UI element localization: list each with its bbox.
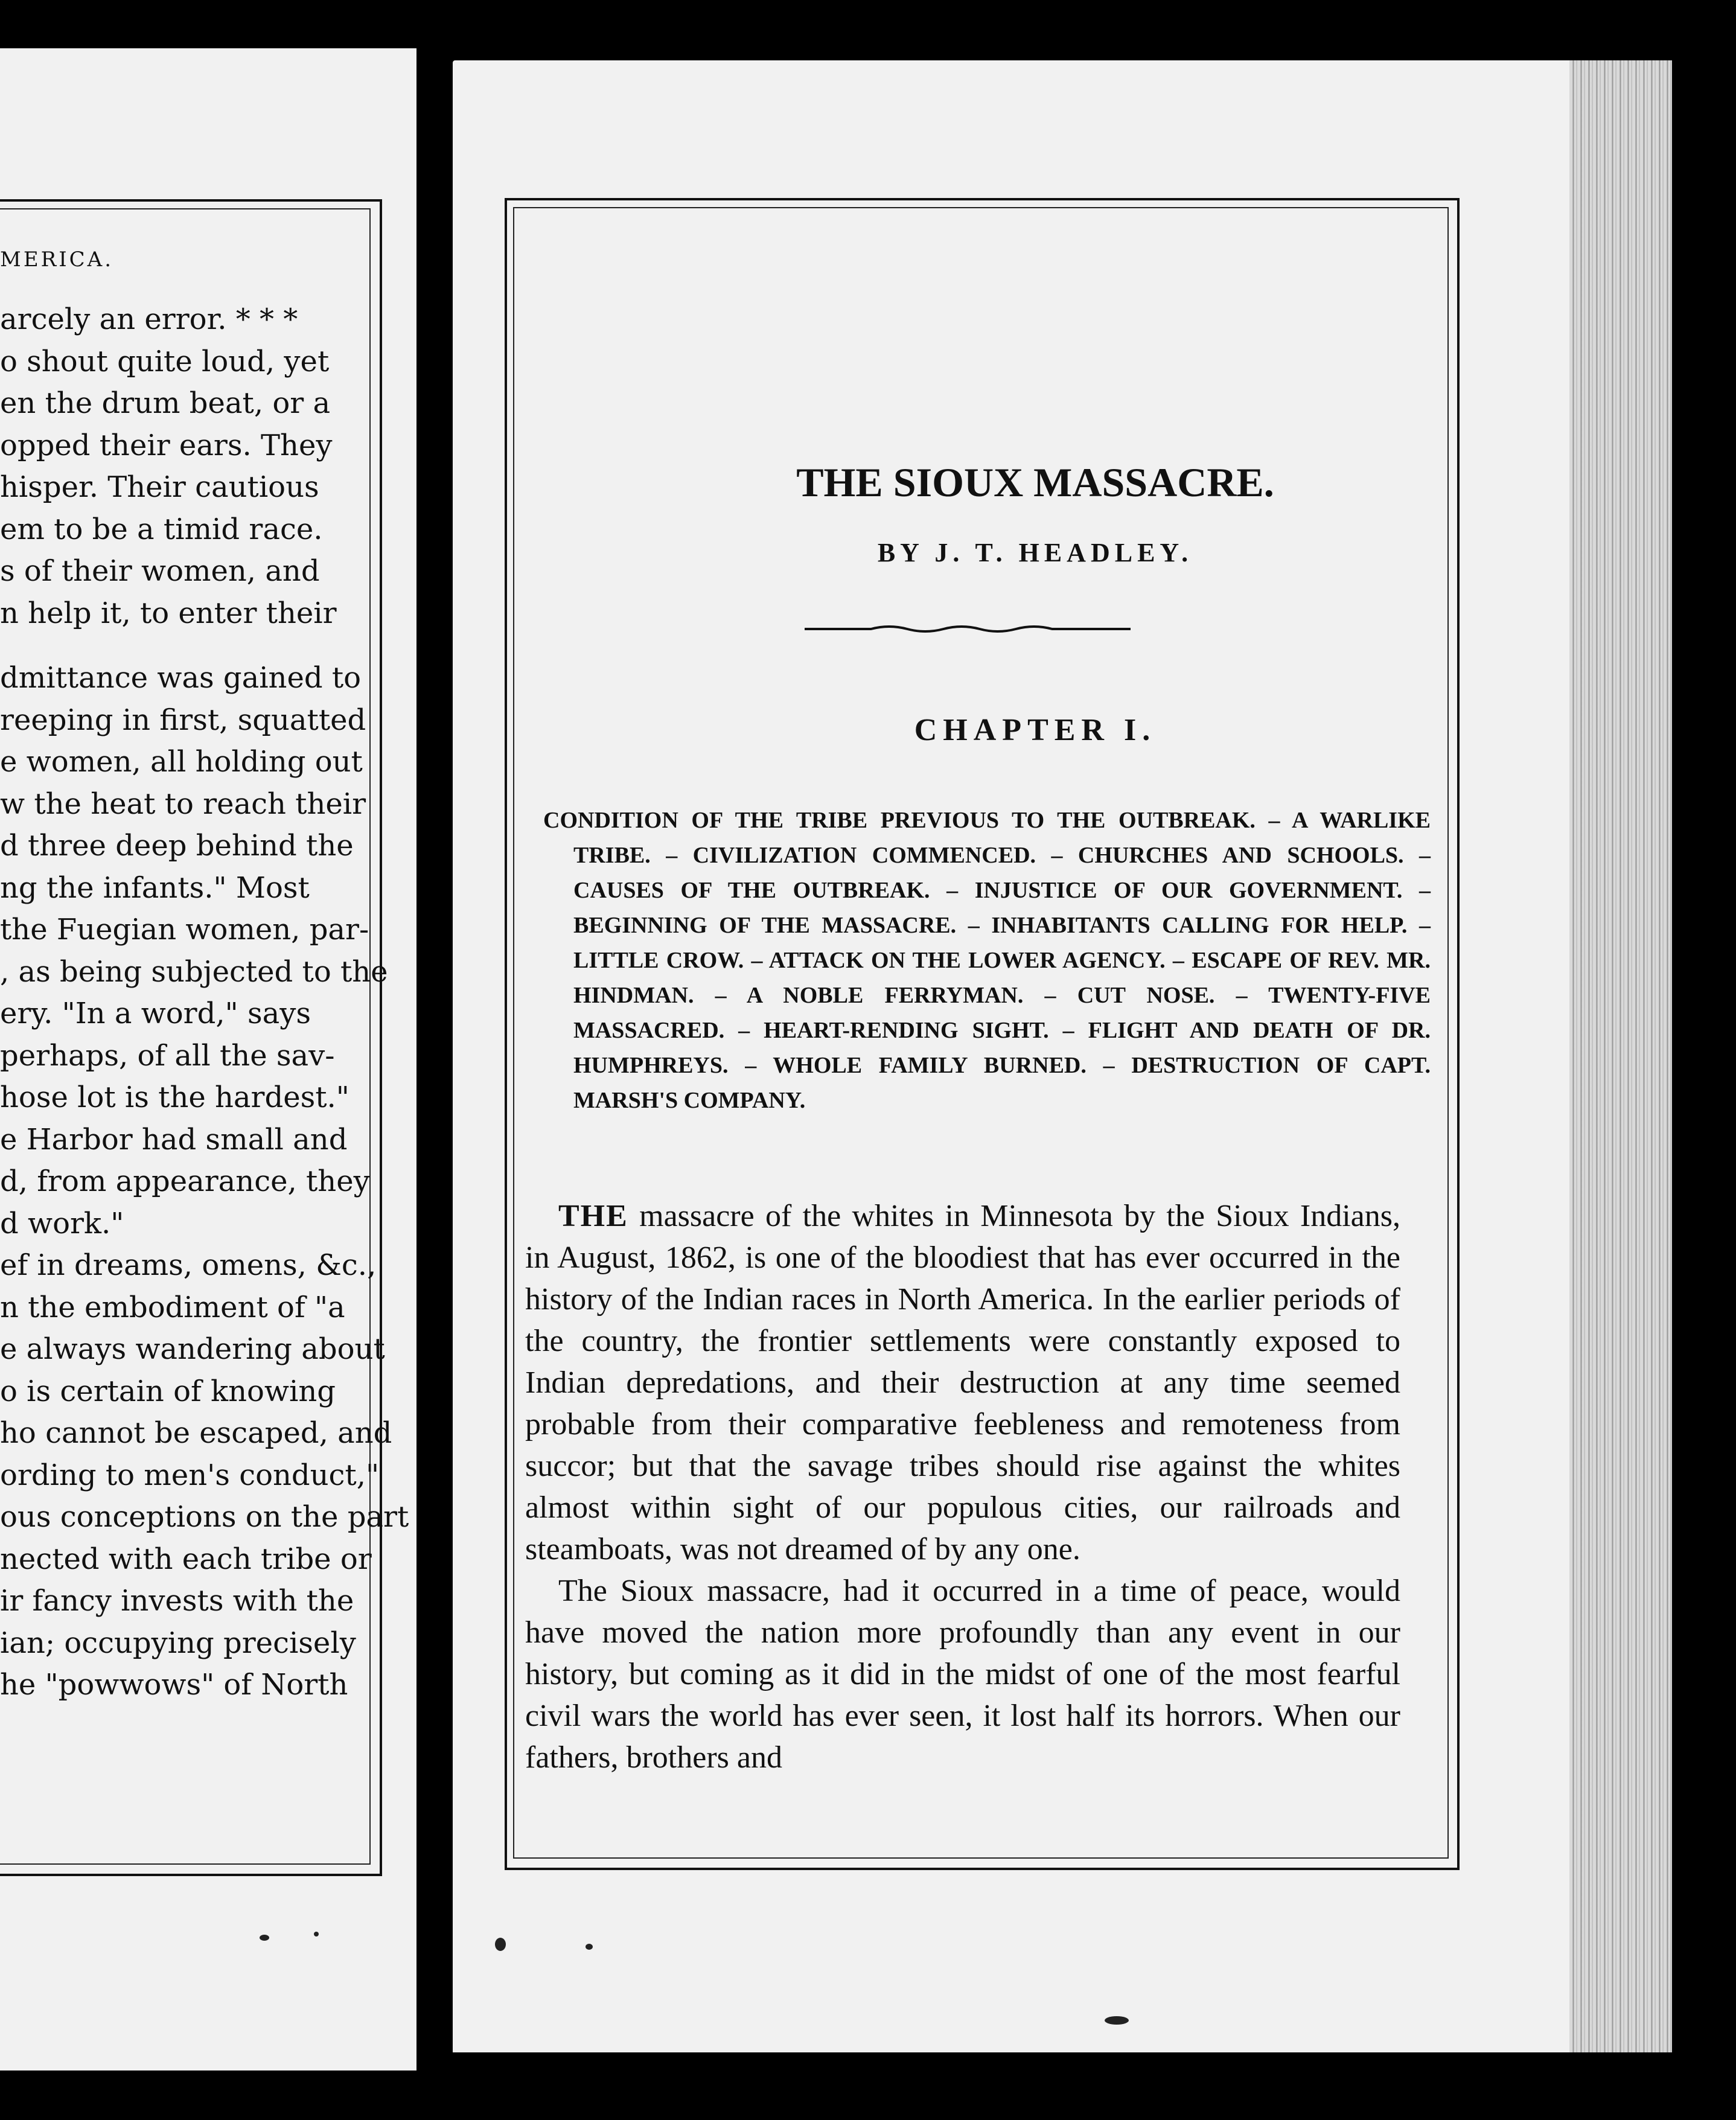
ink-spot bbox=[314, 1932, 319, 1936]
ink-spot bbox=[495, 1938, 506, 1951]
left-page-line: ery. "In a word," says bbox=[0, 997, 311, 1030]
left-page-line: ian; occupying precisely bbox=[0, 1626, 356, 1660]
left-page-line: o is certain of knowing bbox=[0, 1374, 336, 1408]
left-running-header: MERICA. bbox=[0, 247, 114, 272]
left-page-line: ir fancy invests with the bbox=[0, 1584, 354, 1618]
left-page-line: em to be a timid race. bbox=[0, 512, 323, 546]
left-page-line: e always wandering about bbox=[0, 1332, 385, 1366]
ink-spot bbox=[260, 1935, 269, 1941]
left-page-line: e Harbor had small and bbox=[0, 1122, 348, 1157]
left-page-line: dmittance was gained to bbox=[0, 661, 362, 695]
left-page-line: the Fuegian women, par- bbox=[0, 913, 369, 947]
paragraph-1 bbox=[525, 1195, 1400, 1570]
ink-spot bbox=[1105, 2016, 1129, 2025]
left-page-line: d work." bbox=[0, 1206, 124, 1240]
left-page-line: reeping in first, squatted bbox=[0, 703, 366, 737]
left-page-line: arcely an error. * * * bbox=[0, 302, 298, 336]
book-gutter bbox=[416, 48, 453, 2071]
left-page-line: he "powwows" of North bbox=[0, 1668, 348, 1702]
paragraph-1-text: massacre of the whites in Minnesota by the Sioux Indians, in August, 1862, is one of the bloodiest that has ever occurred in the history of the Indian races in North America. In the earlier periods of the country, the frontier settlements were constantly exposed to Indian depredations, and their destruction at any time seemed probable from their comparative feebleness and remoteness from succor; but that the savage tribes should rise against the whites almost within sight of our populous cities, our railroads and steamboats, was not dreamed of by any one. bbox=[525, 1199, 1400, 1566]
left-page-line: n help it, to enter their bbox=[0, 596, 337, 630]
left-page bbox=[0, 48, 416, 2071]
left-page-line: , as being subjected to the bbox=[0, 954, 388, 989]
right-page bbox=[453, 60, 1618, 2052]
ink-spot bbox=[586, 1944, 593, 1950]
left-page-line: d, from appearance, they bbox=[0, 1164, 370, 1198]
left-page-line: ording to men's conduct," bbox=[0, 1458, 380, 1492]
left-page-line: ef in dreams, omens, &c., bbox=[0, 1248, 377, 1282]
left-page-line: ous conceptions on the part bbox=[0, 1500, 409, 1534]
left-page-line: o shout quite loud, yet bbox=[0, 344, 330, 378]
article-title: THE SIOUX MASSACRE. bbox=[796, 459, 1274, 505]
left-page-line: n the embodiment of "a bbox=[0, 1290, 345, 1324]
paragraph-1-first-word: THE bbox=[558, 1199, 628, 1233]
left-page-line: s of their women, and bbox=[0, 554, 320, 588]
paragraph-2: The Sioux massacre, had it occurred in a time of peace, would have moved the nation more profoundly than any event in our history, but coming as it did in the midst of one of the most fearful civil wars the world has ever seen, it lost half its horrors. When our fathers, brothers and bbox=[525, 1574, 1400, 1775]
left-page-line: ho cannot be escaped, and bbox=[0, 1416, 392, 1450]
left-page-line: nected with each tribe or bbox=[0, 1542, 372, 1576]
ornamental-rule bbox=[805, 616, 1131, 640]
left-page-line: hose lot is the hardest." bbox=[0, 1081, 349, 1114]
chapter-summary: CONDITION OF THE TRIBE PREVIOUS TO THE OUTBREAK. – A WARLIKE TRIBE. – CIVILIZATION COMMENCED. – CHURCHES AND SCHOOLS. – CAUSES OF THE OUTBREAK. – INJUSTICE OF OUR GOVERNMENT. – BEGINNING OF THE MASSACRE. – INHABITANTS CALLING FOR HELP. – LITTLE CROW. – ATTACK ON THE LOWER AGENCY. – ESCAPE OF REV. MR. HINDMAN. – A NOBLE FERRYMAN. – CUT NOSE. – TWENTY-FIVE MASSACRED. – HEART-RENDING SIGHT. – FLIGHT AND DEATH OF DR. HUMPHREYS. – WHOLE FAMILY BURNED. – DESTRUCTION OF CAPT. MARSH'S COMPANY. bbox=[543, 808, 1431, 1113]
article-body bbox=[525, 1195, 1400, 1778]
left-page-line: d three deep behind the bbox=[0, 829, 354, 863]
left-page-line: hisper. Their cautious bbox=[0, 470, 319, 504]
left-page-line: e women, all holding out bbox=[0, 745, 363, 779]
page-edges bbox=[1569, 60, 1672, 2052]
left-page-line: w the heat to reach their bbox=[0, 787, 366, 821]
article-author: BY J. T. HEADLEY. bbox=[877, 538, 1193, 567]
left-page-line: ng the infants." Most bbox=[0, 870, 310, 905]
chapter-heading: CHAPTER I. bbox=[914, 713, 1157, 747]
left-page-line: perhaps, of all the sav- bbox=[0, 1038, 335, 1073]
left-page-line: en the drum beat, or a bbox=[0, 386, 331, 420]
left-page-line: opped their ears. They bbox=[0, 428, 333, 462]
